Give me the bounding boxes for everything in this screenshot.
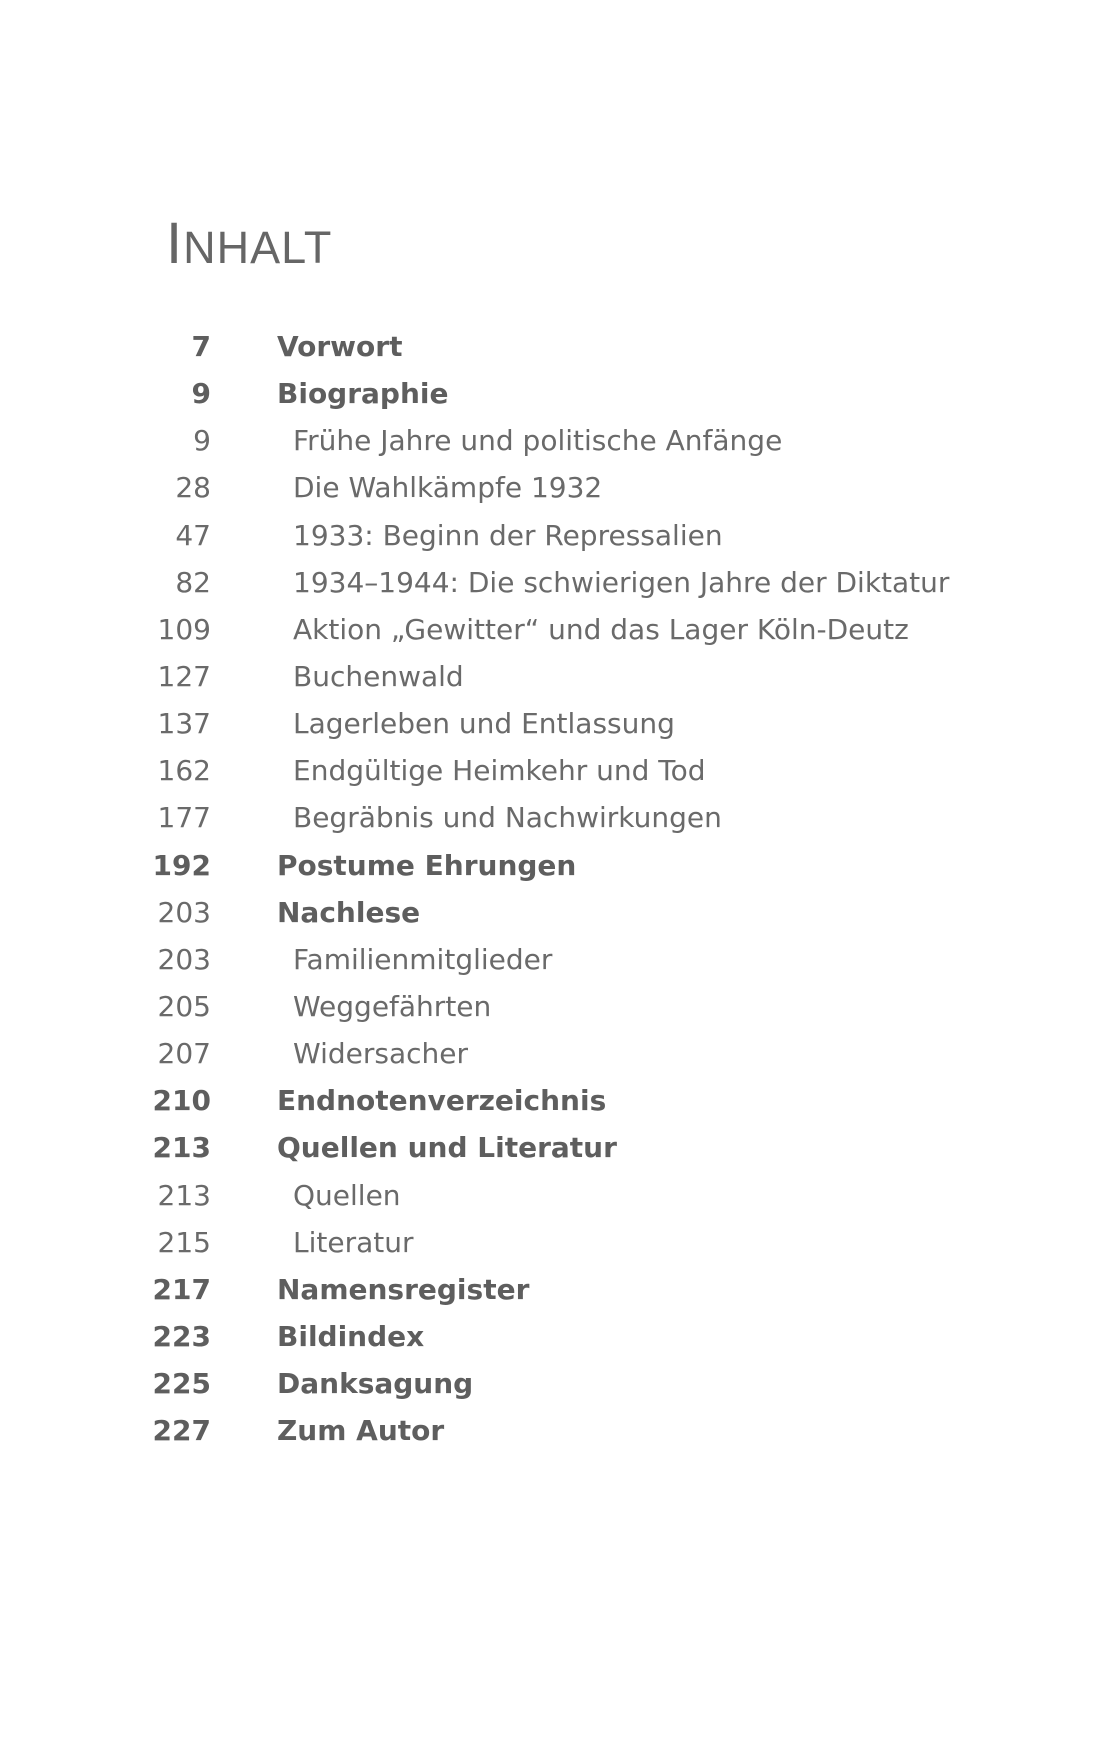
toc-entry-label: Lagerleben und Entlassung: [293, 707, 675, 741]
toc-section: [0, 417, 1111, 464]
toc-section: [0, 1172, 1111, 1219]
toc-page-number: 210: [152, 1084, 211, 1118]
toc-entry-label: Bildindex: [277, 1319, 425, 1353]
toc-page-number: 225: [152, 1367, 211, 1401]
toc-entry-label: Danksagung: [277, 1367, 474, 1401]
toc-entry-label: Widersacher: [293, 1037, 468, 1071]
toc-page-number: 213: [157, 1178, 211, 1212]
toc-entry-label: Begräbnis und Nachwirkungen: [293, 801, 722, 835]
toc-chapter: [0, 1407, 1111, 1454]
toc-entry-label: Vorwort: [277, 330, 403, 363]
toc-entry-label: Biographie: [277, 377, 449, 411]
toc-entry-label: Zum Autor: [277, 1414, 445, 1448]
toc-entry-label: Nachlese: [277, 895, 421, 929]
toc-page-number: 9: [193, 424, 211, 458]
toc-chapter: [0, 889, 1111, 936]
toc-page-number: 203: [157, 895, 211, 929]
toc-entry-label: Quellen: [293, 1178, 401, 1212]
toc-chapter: [0, 370, 1111, 417]
toc-entry-label: 1933: Beginn der Repressalien: [293, 518, 723, 552]
toc-section: [0, 653, 1111, 700]
toc-section: [0, 700, 1111, 747]
toc-chapter: [0, 1124, 1111, 1171]
toc-page-number: 203: [157, 942, 211, 976]
toc-page-number: 207: [157, 1037, 211, 1071]
toc-page-number: 215: [157, 1225, 211, 1259]
toc-page-number: 82: [175, 565, 211, 599]
toc-section: [0, 747, 1111, 794]
toc-page-number: 9: [191, 377, 211, 411]
toc-section: [0, 512, 1111, 559]
toc-section: [0, 559, 1111, 606]
toc-chapter: [0, 1313, 1111, 1360]
toc-entry-label: Frühe Jahre und politische Anfänge: [293, 424, 783, 458]
toc-chapter: [0, 1077, 1111, 1124]
toc-page-number: 127: [157, 659, 211, 693]
page-title: [166, 211, 333, 276]
toc-entry-label: Postume Ehrungen: [277, 848, 577, 882]
toc-page-number: 205: [157, 989, 211, 1023]
toc-entry-label: Namensregister: [277, 1272, 530, 1306]
toc-section: [0, 1219, 1111, 1266]
toc-page-number: 213: [152, 1131, 211, 1165]
toc-entry-label: Quellen und Literatur: [277, 1131, 617, 1165]
title-initial: I: [166, 211, 184, 276]
toc-chapter: [0, 323, 1111, 370]
toc-entry-label: 1934–1944: Die schwierigen Jahre der Diktatur: [293, 565, 950, 599]
toc-section: [0, 464, 1111, 511]
toc-page-number: 217: [152, 1272, 211, 1306]
toc-page-number: 47: [175, 518, 211, 552]
toc-entry-label: Aktion „Gewitter“ und das Lager Köln-Deutz: [293, 612, 909, 646]
toc-page-number: 223: [152, 1319, 211, 1353]
toc-section: [0, 936, 1111, 983]
toc-page-number: 137: [157, 707, 211, 741]
toc-page-number: 7: [191, 330, 211, 363]
toc-entry-label: Familienmitglieder: [293, 942, 553, 976]
toc-chapter: [0, 1360, 1111, 1407]
toc-entry-label: Literatur: [293, 1225, 414, 1259]
toc-section: [0, 606, 1111, 653]
toc-entry-label: Buchenwald: [293, 659, 464, 693]
toc-section: [0, 983, 1111, 1030]
toc-page-number: 192: [152, 848, 211, 882]
toc-entry-label: Weggefährten: [293, 989, 492, 1023]
toc-page-number: 109: [157, 612, 211, 646]
table-of-contents: [0, 323, 1111, 1454]
toc-section: [0, 794, 1111, 841]
toc-entry-label: Endnotenverzeichnis: [277, 1084, 607, 1118]
title-rest: NHALT: [183, 222, 333, 273]
toc-page-number: 177: [157, 801, 211, 835]
toc-entry-label: Endgültige Heimkehr und Tod: [293, 754, 706, 788]
toc-entry-label: Die Wahlkämpfe 1932: [293, 471, 603, 505]
toc-page-number: 162: [157, 754, 211, 788]
toc-page-number: 227: [152, 1414, 211, 1448]
toc-chapter: [0, 1266, 1111, 1313]
toc-section: [0, 1030, 1111, 1077]
toc-chapter: [0, 842, 1111, 889]
toc-page-number: 28: [175, 471, 211, 505]
